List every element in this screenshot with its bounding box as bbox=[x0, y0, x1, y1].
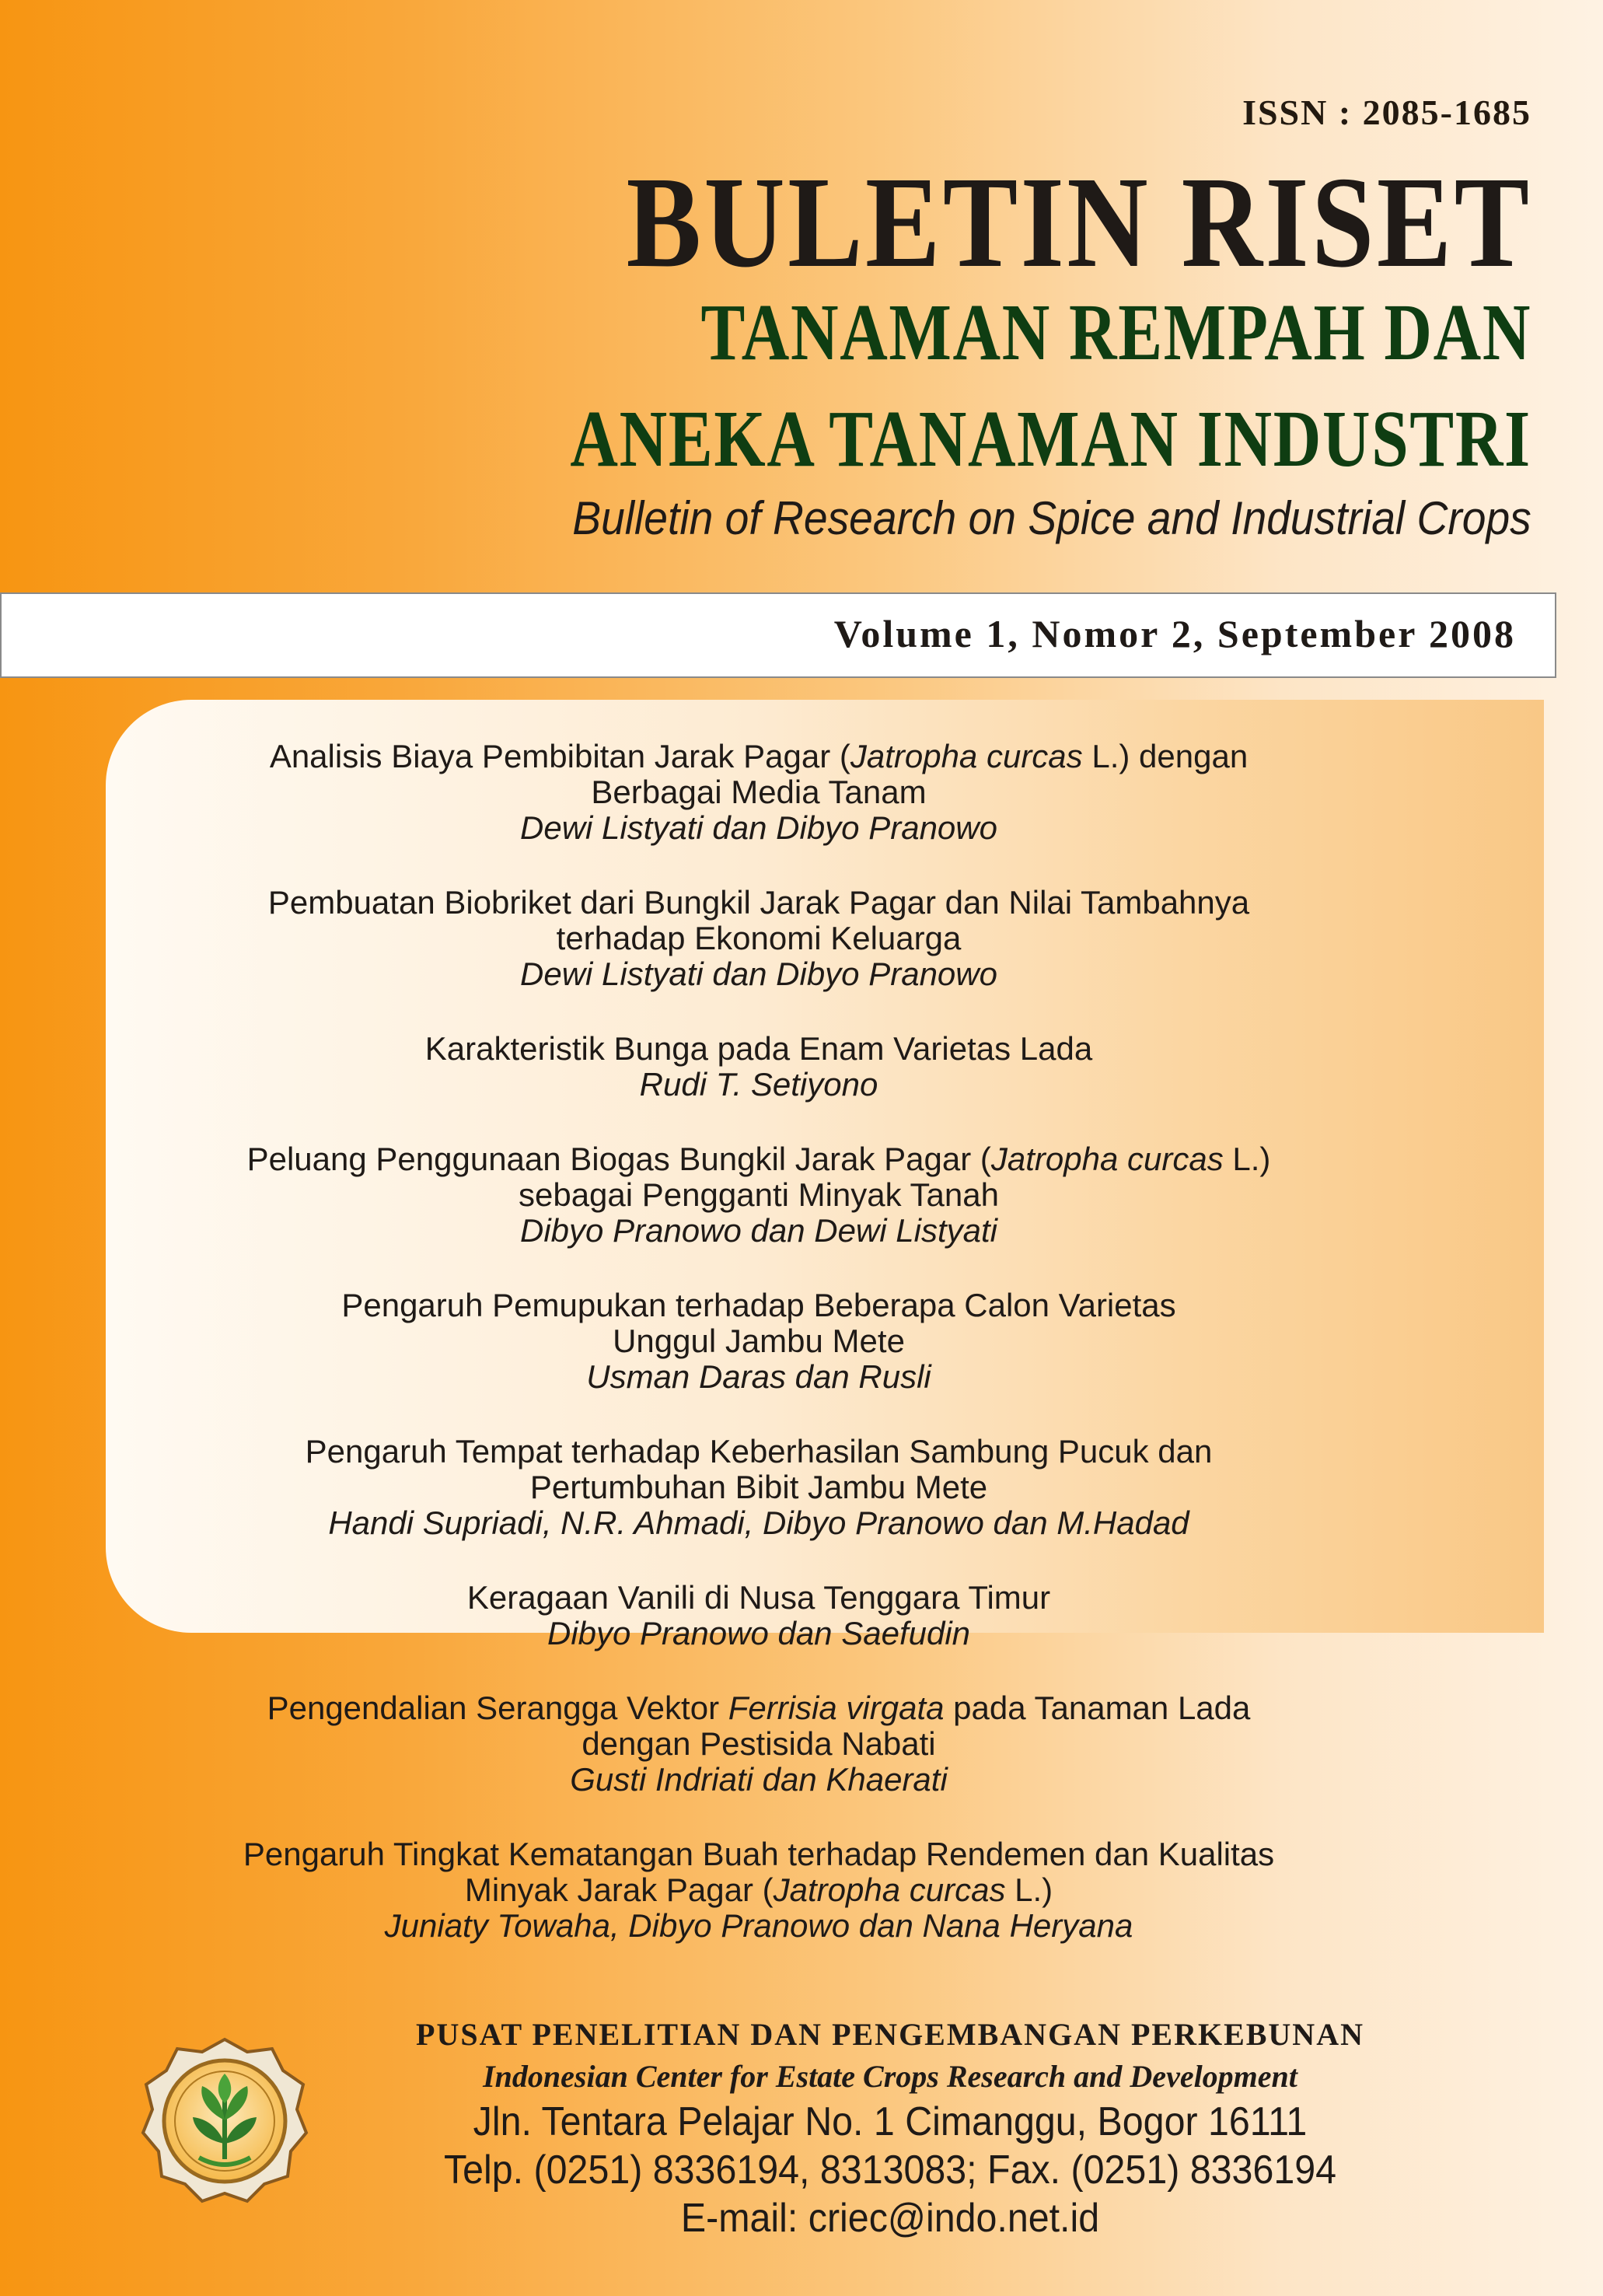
article-title-line2: Berbagai Media Tanam bbox=[591, 774, 927, 810]
publisher-address: Jln. Tentara Pelajar No. 1 Cimanggu, Bogor 16111 bbox=[473, 2099, 1308, 2144]
article-title-line2: terhadap Ekonomi Keluarga bbox=[556, 920, 962, 956]
article-title: Analisis Biaya Pembibitan Jarak Pagar (Jatropha curcas L.) dengan bbox=[269, 738, 1249, 774]
article-entry bbox=[106, 1580, 1412, 1651]
article-title-line2: dengan Pestisida Nabati bbox=[581, 1725, 936, 1762]
article-title: Pengaruh Tempat terhadap Keberhasilan Sambung Pucuk dan bbox=[305, 1433, 1213, 1470]
volume-band bbox=[0, 592, 1556, 678]
article-title-line2: sebagai Pengganti Minyak Tanah bbox=[518, 1176, 999, 1213]
article-authors: Juniaty Towaha, Dibyo Pranowo dan Nana Heryana bbox=[384, 1907, 1133, 1944]
contact-block bbox=[342, 2098, 1438, 2242]
article-authors: Dibyo Pranowo dan Saefudin bbox=[547, 1615, 971, 1651]
article-title: Pengendalian Serangga Vektor Ferrisia virgata pada Tanaman Lada bbox=[267, 1690, 1251, 1726]
article-title: Pengaruh Pemupukan terhadap Beberapa Calon Varietas bbox=[341, 1287, 1176, 1323]
article-title-line2: Unggul Jambu Mete bbox=[613, 1323, 905, 1359]
article-entry bbox=[106, 1288, 1412, 1395]
article-entry bbox=[106, 1836, 1412, 1944]
journal-title-line2: TANAMAN REMPAH DAN bbox=[700, 288, 1531, 377]
journal-title-line3: ANEKA TANAMAN INDUSTRI bbox=[570, 394, 1531, 484]
publisher-name: PUSAT PENELITIAN DAN PENGEMBANGAN PERKEBUNAN bbox=[416, 2017, 1364, 2052]
article-authors: Usman Daras dan Rusli bbox=[586, 1358, 931, 1395]
publisher-email: E-mail: criec@indo.net.id bbox=[680, 2196, 1100, 2241]
publisher-name-english: Indonesian Center for Estate Crops Research and Development bbox=[483, 2059, 1297, 2094]
article-authors: Dewi Listyati dan Dibyo Pranowo bbox=[520, 809, 997, 846]
journal-title: BULETIN RISET bbox=[626, 150, 1531, 295]
article-title: Pengaruh Tingkat Kematangan Buah terhadap Rendemen dan Kualitas bbox=[243, 1836, 1275, 1872]
volume-issue: Volume 1, Nomor 2, September 2008 bbox=[833, 612, 1516, 655]
ministry-seal-icon bbox=[138, 2035, 311, 2207]
article-title-line2: Pertumbuhan Bibit Jambu Mete bbox=[529, 1469, 988, 1505]
article-entry bbox=[106, 885, 1412, 992]
article-title-line2: Minyak Jarak Pagar (Jatropha curcas L.) bbox=[464, 1871, 1053, 1908]
article-authors: Dibyo Pranowo dan Dewi Listyati bbox=[520, 1212, 997, 1249]
article-entry bbox=[106, 1141, 1412, 1249]
publisher-phone: Telp. (0251) 8336194, 8313083; Fax. (0251) 8336194 bbox=[443, 2147, 1337, 2193]
issn-number: ISSN : 2085-1685 bbox=[1242, 93, 1531, 132]
article-entry bbox=[106, 1031, 1412, 1103]
article-authors: Rudi T. Setiyono bbox=[639, 1066, 878, 1103]
article-entry bbox=[106, 1434, 1412, 1541]
article-authors: Handi Supriadi, N.R. Ahmadi, Dibyo Pranowo dan M.Hadad bbox=[328, 1504, 1189, 1541]
article-title: Pembuatan Biobriket dari Bungkil Jarak Pagar dan Nilai Tambahnya bbox=[267, 884, 1250, 921]
publisher-block bbox=[342, 2014, 1438, 2098]
article-authors: Gusti Indriati dan Khaerati bbox=[570, 1761, 948, 1798]
article-list bbox=[106, 739, 1412, 1983]
article-entry bbox=[106, 739, 1412, 846]
journal-subtitle: Bulletin of Research on Spice and Industrial Crops bbox=[572, 492, 1531, 544]
article-title: Keragaan Vanili di Nusa Tenggara Timur bbox=[466, 1579, 1051, 1616]
article-title: Karakteristik Bunga pada Enam Varietas Lada bbox=[424, 1030, 1093, 1067]
table-of-contents bbox=[106, 700, 1544, 1944]
article-title: Peluang Penggunaan Biogas Bungkil Jarak Pagar (Jatropha curcas L.) bbox=[246, 1141, 1271, 1177]
article-authors: Dewi Listyati dan Dibyo Pranowo bbox=[520, 956, 997, 992]
article-entry bbox=[106, 1690, 1412, 1798]
